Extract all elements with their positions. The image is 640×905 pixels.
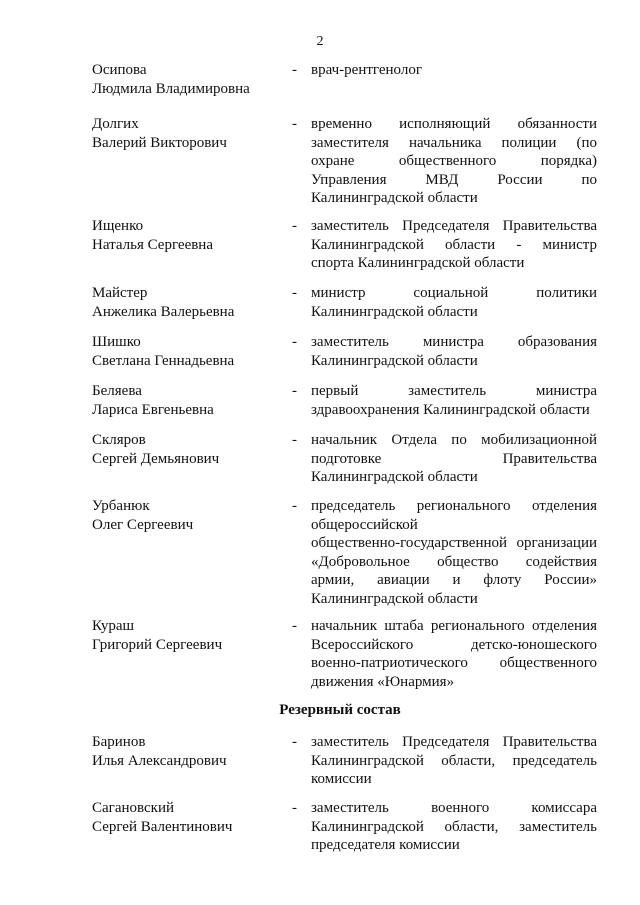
member-position <box>311 617 597 691</box>
position-line: охране общественного порядка) <box>311 153 597 169</box>
member-surname: Скляров <box>92 432 146 448</box>
reserve-section-heading: Резервный состав <box>279 702 401 718</box>
member-given-names: Валерий Викторович <box>92 134 227 151</box>
position-line: военно-патриотического общественного <box>311 655 597 671</box>
position-line: Управления МВД России по <box>311 171 597 188</box>
position-line: здравоохранения Калининградской области <box>311 401 590 418</box>
member-dash: - <box>292 116 297 132</box>
member-surname: Ищенко <box>92 218 144 234</box>
member-entry <box>92 431 602 485</box>
member-given-names: Лариса Евгеньевна <box>92 401 214 418</box>
member-position <box>311 61 597 80</box>
member-given-names: Людмила Владимировна <box>92 80 250 97</box>
member-position <box>311 431 597 487</box>
position-line: Калининградской области, председатель <box>311 752 597 769</box>
position-line: «Добровольное общество содействия <box>311 553 597 570</box>
position-line: врач-рентгенолог <box>311 62 422 78</box>
position-line: заместитель Председателя Правительства <box>311 218 597 234</box>
member-entry <box>92 333 602 369</box>
member-given-names: Наталья Сергеевна <box>92 236 213 253</box>
member-position <box>311 333 597 370</box>
position-line: Всероссийского детско-юношеского <box>311 636 597 653</box>
member-entry <box>92 61 602 97</box>
position-line: общественно-государственной организации <box>311 535 597 551</box>
member-entry <box>92 115 602 206</box>
position-line: временно исполняющий обязанности <box>311 116 597 132</box>
position-line: министр социальной политики <box>311 285 597 301</box>
member-surname: Осипова <box>92 62 147 78</box>
member-dash: - <box>292 800 297 816</box>
member-given-names: Олег Сергеевич <box>92 516 194 533</box>
member-dash: - <box>292 734 297 750</box>
member-surname: Баринов <box>92 734 146 750</box>
position-line: Калининградской области <box>311 352 478 369</box>
member-surname: Урбанюк <box>92 498 150 514</box>
member-position <box>311 284 597 321</box>
position-line: заместитель министра образования <box>311 334 597 350</box>
member-surname: Шишко <box>92 334 141 350</box>
position-line: движения «Юнармия» <box>311 673 455 690</box>
member-name <box>92 617 282 654</box>
member-name <box>92 217 282 254</box>
member-surname: Майстер <box>92 285 148 301</box>
member-given-names: Светлана Геннадьевна <box>92 352 235 369</box>
member-entry <box>92 497 602 607</box>
member-surname: Кураш <box>92 618 135 634</box>
position-line: армии, авиации и флоту России» <box>311 572 597 588</box>
position-line: подготовке Правительства <box>311 450 597 467</box>
position-line: Калининградской области <box>311 590 478 607</box>
position-line: начальник штаба регионального отделения <box>311 618 597 634</box>
member-surname: Долгих <box>92 116 139 132</box>
position-line: Калининградской области <box>311 469 478 485</box>
member-name <box>92 284 282 321</box>
position-line: председателя комиссии <box>311 837 460 853</box>
position-line: Калининградской области <box>311 303 478 320</box>
member-position <box>311 497 597 608</box>
member-position <box>311 217 597 273</box>
member-dash: - <box>292 618 297 634</box>
position-line: комиссии <box>311 771 372 787</box>
member-dash: - <box>292 334 297 350</box>
member-name <box>92 431 282 468</box>
member-given-names: Сергей Валентинович <box>92 818 233 835</box>
member-dash: - <box>292 285 297 301</box>
member-entry <box>92 217 602 271</box>
position-line: спорта Калининградской области <box>311 255 525 271</box>
position-line: Калининградской области <box>311 190 478 206</box>
position-line: общероссийской <box>311 516 418 533</box>
member-given-names: Анжелика Валерьевна <box>92 303 235 320</box>
member-surname: Сагановский <box>92 800 174 816</box>
member-entry <box>92 382 602 418</box>
position-line: заместитель военного комиссара <box>311 800 597 816</box>
reserve-member-entry <box>92 799 602 853</box>
position-line: председатель регионального отделения <box>311 498 597 514</box>
reserve-member-entry <box>92 733 602 787</box>
member-name <box>92 382 282 419</box>
member-surname: Беляева <box>92 383 142 399</box>
position-line: Калининградской области, заместитель <box>311 818 597 835</box>
position-line: начальник Отдела по мобилизационной <box>311 432 597 448</box>
member-name <box>92 61 282 98</box>
member-name <box>92 333 282 370</box>
position-line: заместитель Председателя Правительства <box>311 734 597 750</box>
member-given-names: Григорий Сергеевич <box>92 636 223 653</box>
position-line: первый заместитель министра <box>311 383 597 399</box>
member-given-names: Илья Александрович <box>92 752 227 769</box>
member-entry <box>92 617 602 690</box>
member-dash: - <box>292 498 297 514</box>
member-name <box>92 799 282 836</box>
position-line: заместителя начальника полиции (по <box>311 134 597 151</box>
member-position <box>311 382 597 419</box>
member-given-names: Сергей Демьянович <box>92 450 220 467</box>
member-name <box>92 733 282 770</box>
member-position <box>311 799 597 855</box>
position-line: Калининградской области - министр <box>311 236 597 253</box>
member-name <box>92 497 282 534</box>
page-number: 2 <box>316 34 324 49</box>
member-position <box>311 115 597 208</box>
member-dash: - <box>292 383 297 399</box>
member-name <box>92 115 282 152</box>
member-dash: - <box>292 432 297 448</box>
member-dash: - <box>292 62 297 78</box>
member-position <box>311 733 597 789</box>
member-dash: - <box>292 218 297 234</box>
member-entry <box>92 284 602 320</box>
